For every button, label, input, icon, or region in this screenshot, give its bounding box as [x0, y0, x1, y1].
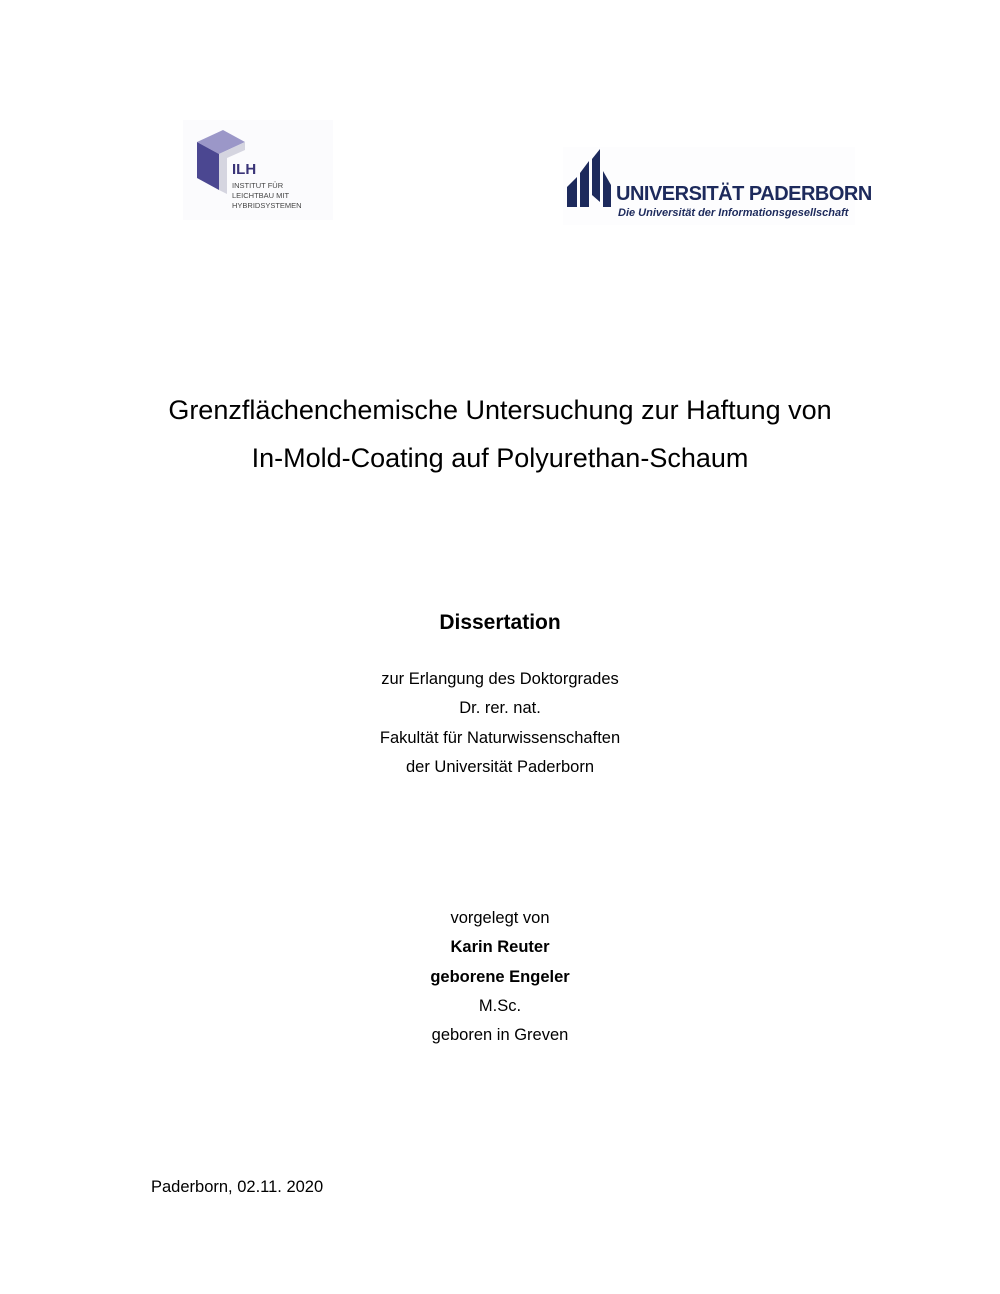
- ilh-name-line: HYBRIDSYSTEMEN: [232, 201, 302, 210]
- author-name: Karin Reuter: [450, 938, 550, 957]
- purpose-line: Dr. rer. nat.: [459, 699, 541, 718]
- upb-name: UNIVERSITÄT PADERBORN: [616, 183, 872, 205]
- ilh-name-line: INSTITUT FÜR: [232, 181, 284, 190]
- purpose-block: [0, 665, 1000, 782]
- ilh-text: [232, 162, 302, 211]
- purpose-line: zur Erlangung des Doktorgrades: [381, 670, 619, 688]
- ilh-logo: [183, 120, 333, 220]
- author-birth-name: geborene Engeler: [430, 967, 570, 986]
- upb-text: [616, 183, 872, 220]
- author-degree: M.Sc.: [478, 996, 522, 1015]
- ilh-abbr: ILH: [232, 161, 257, 178]
- author-block: [0, 904, 1000, 1050]
- title-line-1: Grenzflächenchemische Untersuchung zur Haftung von: [168, 395, 832, 425]
- author-intro: vorgelegt von: [450, 909, 550, 927]
- title-line-2: In-Mold-Coating auf Polyurethan-Schaum: [251, 443, 749, 473]
- place-date: Paderborn, 02.11. 2020: [151, 1178, 324, 1196]
- upb-logo: [563, 147, 872, 225]
- ilh-name-line: LEICHTBAU MIT: [232, 191, 290, 200]
- thesis-title: [0, 386, 1000, 482]
- purpose-line: Fakultät für Naturwissenschaften: [379, 728, 621, 747]
- upb-tagline: Die Universität der Informationsgesellschaft: [618, 207, 849, 219]
- document-type: Dissertation: [439, 611, 561, 634]
- upb-emblem-icon: [565, 147, 615, 209]
- purpose-line: der Universität Paderborn: [405, 757, 594, 776]
- author-birthplace: geboren in Greven: [431, 1026, 569, 1045]
